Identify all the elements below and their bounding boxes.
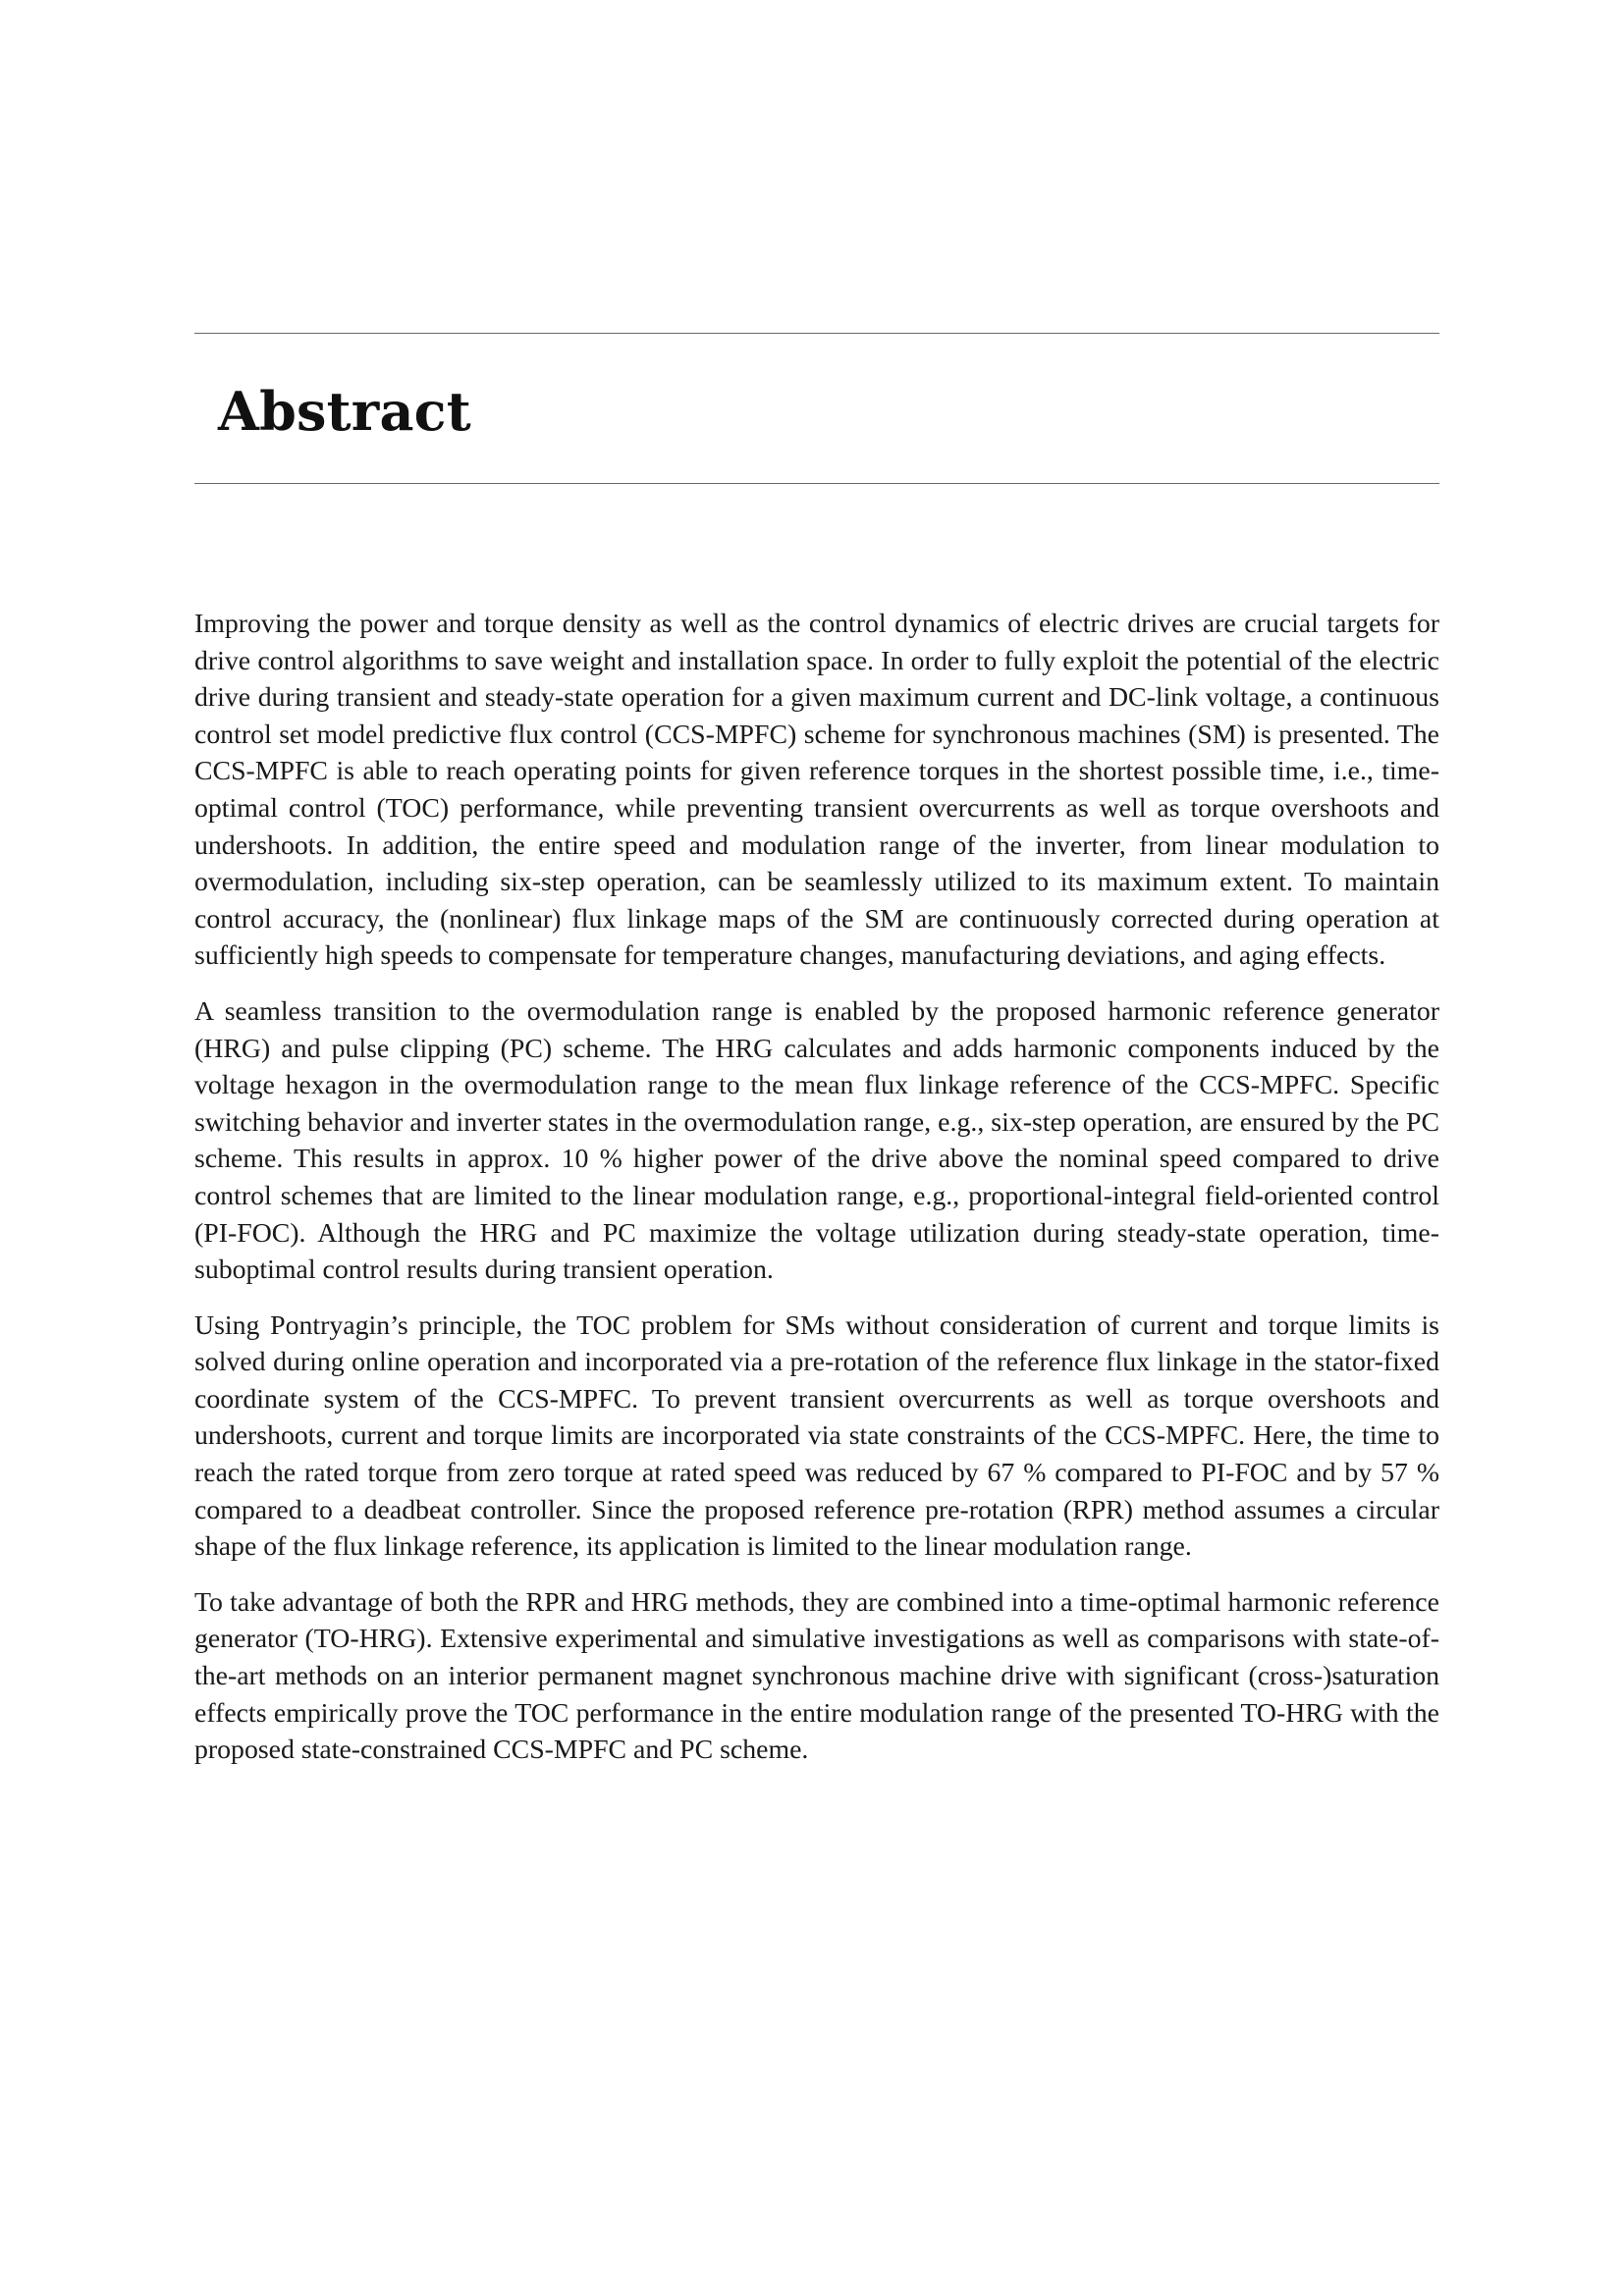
chapter-header-top-rule: [194, 333, 1439, 334]
abstract-paragraph-2: A seamless transition to the overmodulation range is enabled by the proposed harmonic reference generator (HRG) and pulse clipping (PC) scheme. The HRG calculates and adds harmonic components induced by the voltage hexagon in the overmodulation range to the mean flux linkage reference of the CCS-MPFC. Specific switching behavior and inverter states in the overmodulation range, e.g., six-step operation, are ensured by the PC scheme. This results in approx. 10 % higher power of the drive above the nominal speed compared to drive control schemes that are limited to the linear modulation range, e.g., proportional-integral field-oriented control (PI-FOC). Although the HRG and PC maximize the voltage utilization during steady-state operation, time-suboptimal control results during transient operation.: [194, 995, 1439, 1286]
abstract-paragraph-3: Using Pontryagin’s principle, the TOC problem for SMs without consideration of current and torque limits is solved during online operation and incorporated via a pre-rotation of the reference flux linkage in the stator-fixed coordinate system of the CCS-MPFC. To prevent transient overcurrents as well as torque overshoots and undershoots, current and torque limits are incorporated via state constraints of the CCS-MPFC. Here, the time to reach the rated torque from zero torque at rated speed was reduced by 67 % compared to PI-FOC and by 57 % compared to a deadbeat controller. Since the proposed reference pre-rotation (RPR) method assumes a circular shape of the flux linkage reference, its application is limited to the linear modulation range.: [194, 1309, 1439, 1563]
abstract-body: [194, 606, 1439, 1788]
chapter-header-bottom-rule: [194, 483, 1439, 484]
abstract-paragraph-1: Improving the power and torque density as well as the control dynamics of electric drives are crucial targets for drive control algorithms to save weight and installation space. In order to fully exploit the potential of the electric drive during transient and steady-state operation for a given maximum current and DC-link voltage, a continuous control set model predictive flux control (CCS-MPFC) scheme for synchronous machines (SM) is presented. The CCS-MPFC is able to reach operating points for given reference torques in the shortest possible time, i.e., time-optimal control (TOC) performance, while preventing transient overcurrents as well as torque overshoots and undershoots. In addition, the entire speed and modulation range of the inverter, from linear modulation to overmodulation, including six-step operation, can be seamlessly utilized to its maximum extent. To maintain control accuracy, the (nonlinear) flux linkage maps of the SM are continuously corrected during operation at sufficiently high speeds to compensate for temperature changes, manufacturing deviations, and aging effects.: [194, 609, 1439, 972]
abstract-paragraph-4: To take advantage of both the RPR and HRG methods, they are combined into a time-optimal harmonic reference generator (TO-HRG). Extensive experimental and simulative investigations as well as comparisons with state-of-the-art methods on an interior permanent magnet synchronous machine drive with significant (cross-)saturation effects empirically prove the TOC performance in the entire modulation range of the presented TO-HRG with the proposed state-constrained CCS-MPFC and PC scheme.: [194, 1586, 1439, 1766]
chapter-title: Abstract: [218, 380, 471, 443]
